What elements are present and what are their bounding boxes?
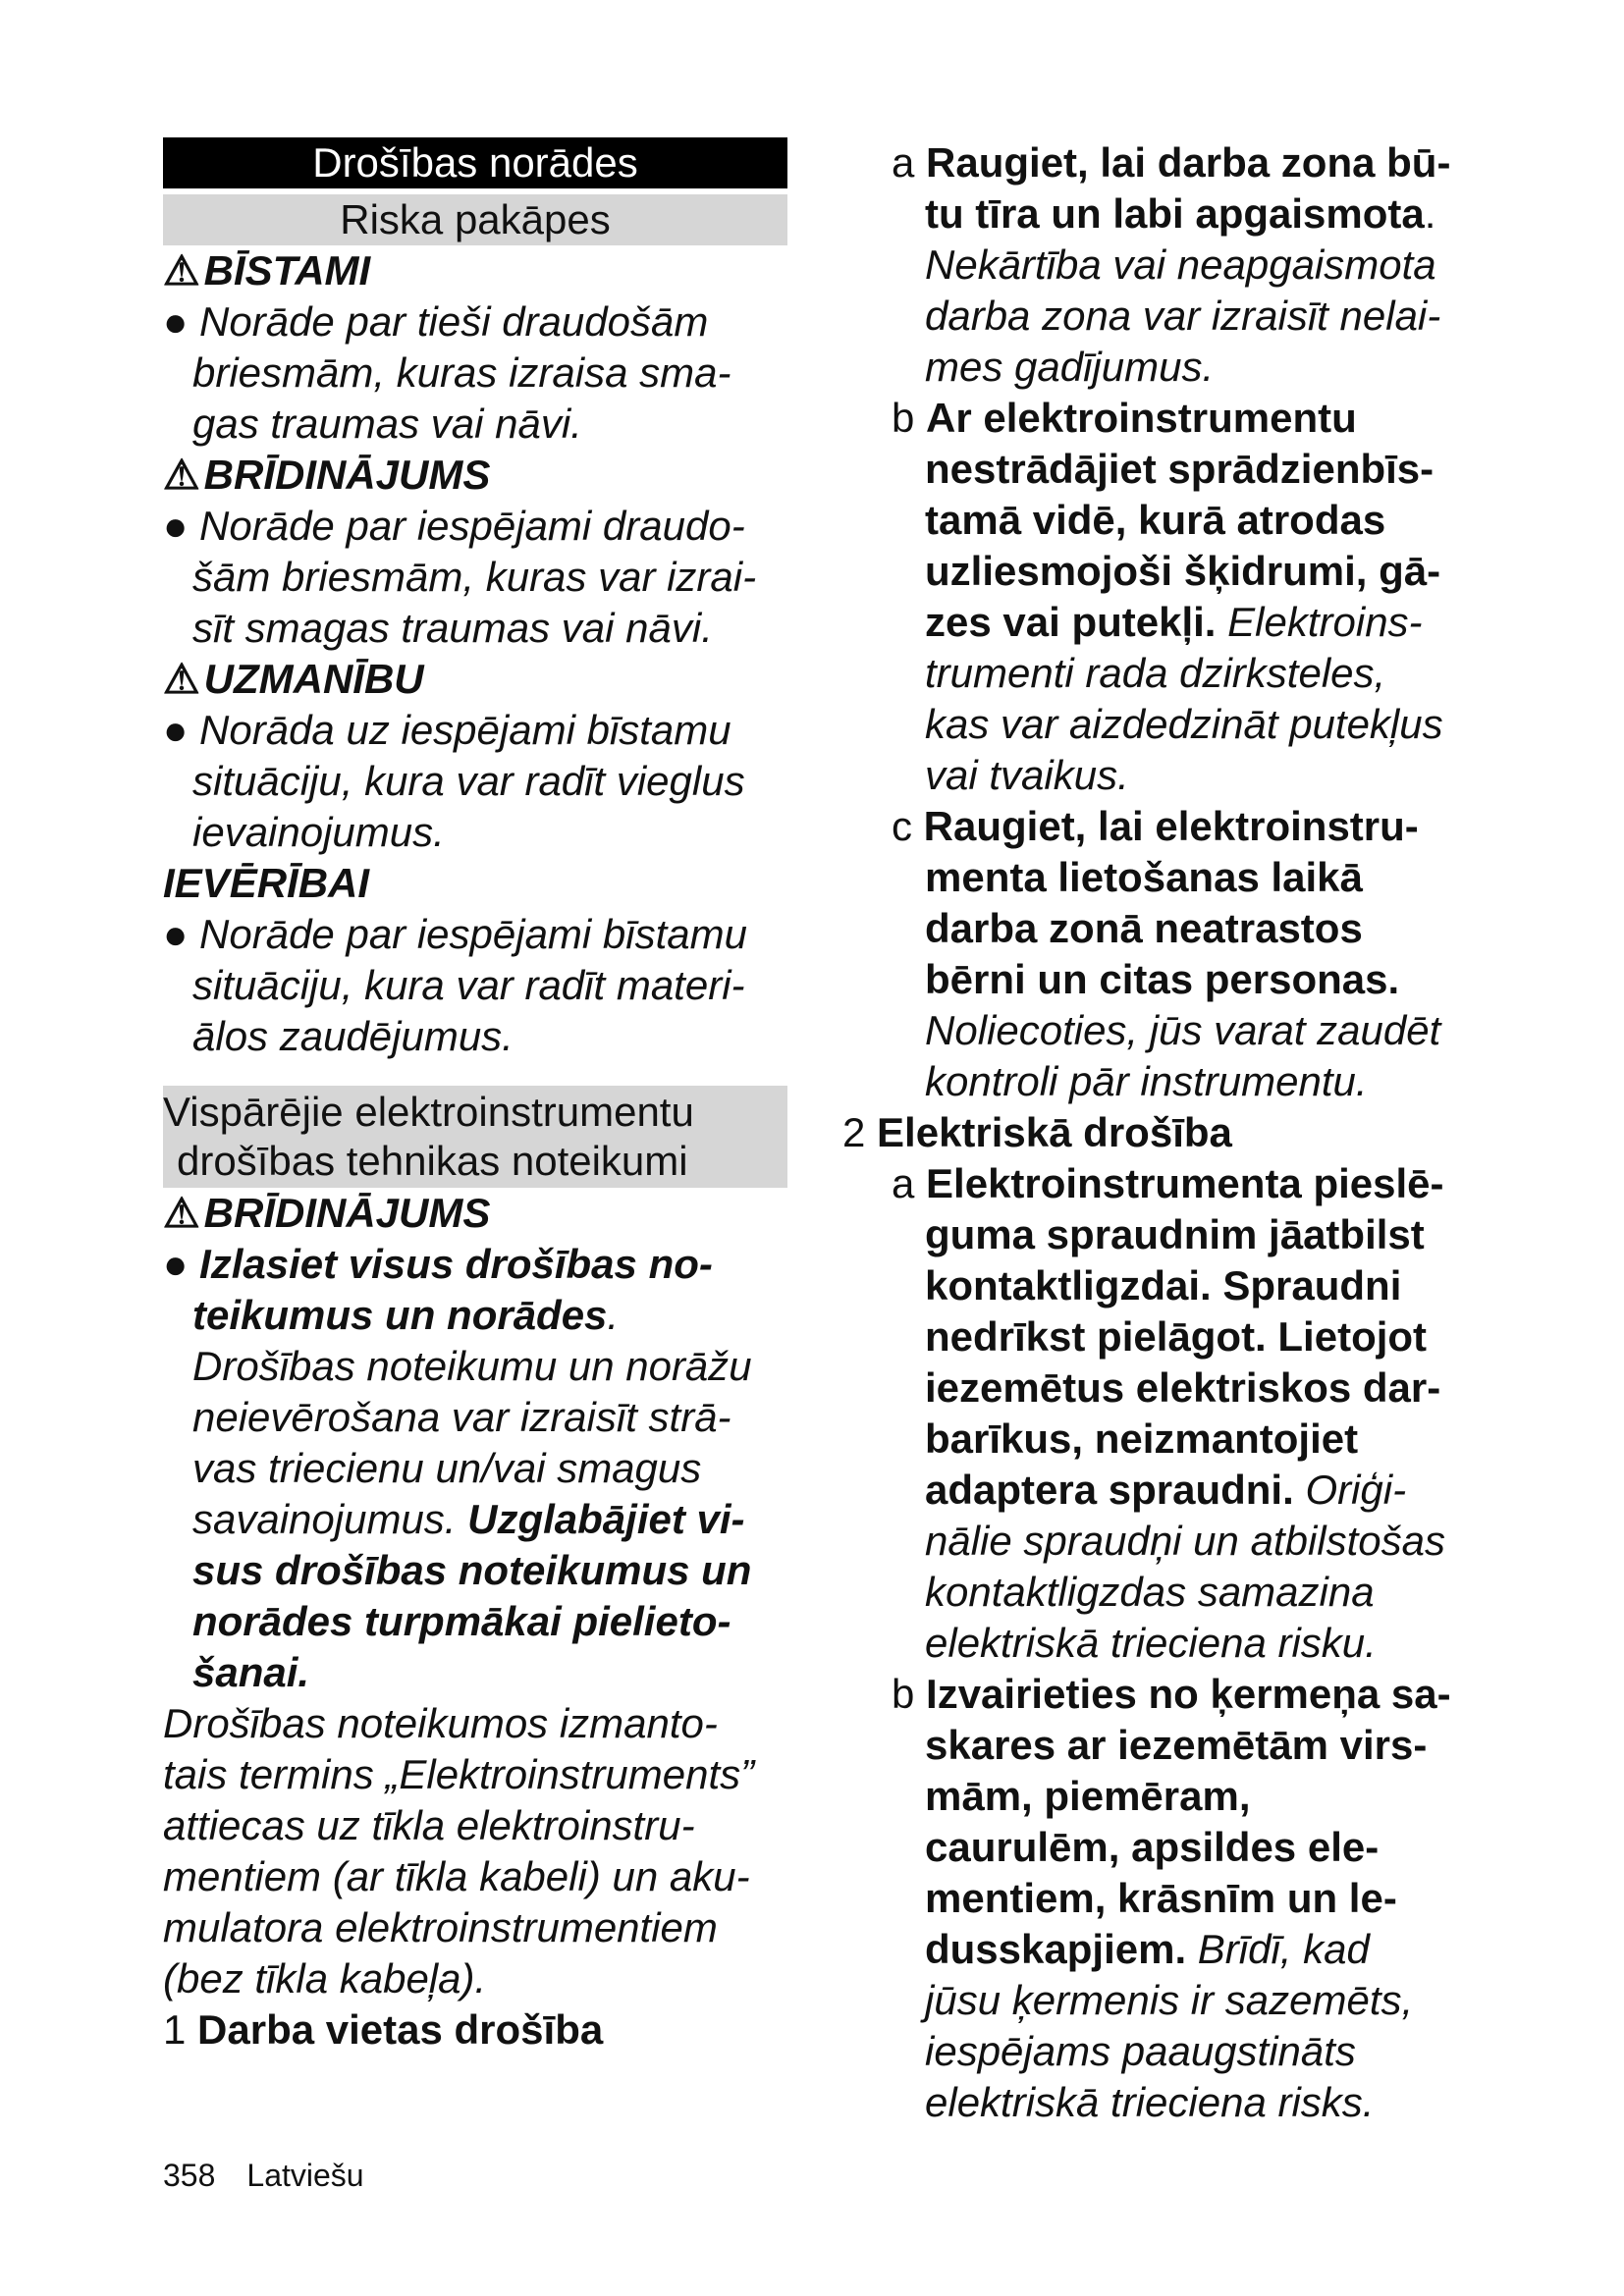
item-2a-italic: Oriģi- [1305,1467,1407,1513]
item-2a-bold: Elektroinstrumenta pieslē- [926,1160,1444,1206]
warning-label: BRĪDINĀJUMS [203,452,491,498]
section-subtitle: Riska pakāpes [163,194,787,245]
section-title: Drošības norādes [163,137,787,188]
item-2b [842,1669,1490,1720]
warning-triangle-icon: ⚠ [163,656,200,702]
general-warning-label: BRĪDINĀJUMS [203,1190,491,1236]
item-1a-bold: Raugiet, lai darba zona bū- [926,139,1451,186]
item-2a-bold: adaptera spraudni. [925,1467,1294,1513]
item-2b-bold: caurulēm, apsildes ele- [925,1824,1380,1870]
item-1a-italic: darba zona var izraisīt nelai- [925,293,1441,339]
warning-heading [163,450,787,501]
item-2b-italic: elektriskā trieciena risks. [925,2079,1375,2125]
item-2a-bold: iezemētus elektriskos dar- [925,1364,1441,1411]
item-1c-italic: kontroli pār instrumentu. [925,1058,1368,1104]
general-warning-heading [163,1188,787,1239]
item-1b-bold: Ar elektroinstrumentu [926,395,1357,441]
right-column [842,137,1490,2128]
item-2b-bold: mām, piemēram, [925,1773,1251,1819]
warning-line: ● Norāde par iespējami draudo- [163,503,745,549]
read-all-line: ● Izlasiet visus drošības no- [163,1241,713,1287]
item-2a-italic: elektriskā trieciena risku. [925,1620,1377,1666]
notice-line: situāciju, kura var radīt materi- [192,962,745,1008]
item-1a-italic: Nekārtība vai neapgaismota [925,241,1436,288]
read-all-line [163,1290,787,1341]
section-2-title: Elektriskā drošība [877,1109,1232,1155]
section-1-title: Darba vietas drošība [197,2006,604,2053]
danger-line: gas traumas vai nāvi. [192,400,582,447]
item-1b-mixed [842,597,1490,648]
item-2b-bold: mentiem, krāsnīm un le- [925,1875,1397,1921]
item-1b-italic: vai tvaikus. [925,752,1129,798]
page-footer [163,2158,396,2194]
item-marker: c [892,803,912,849]
item-1a-bold: tu tīra un labi apgaismota [925,190,1425,237]
read-all-explanation: vas triecienu un/vai smagus [192,1445,702,1491]
section-2-heading [842,1107,1490,1158]
item-2a-bold: kontaktligzdai. Spraudni [925,1262,1402,1308]
item-1c-bold: bērni un citas personas. [925,956,1400,1002]
item-marker: a [892,1160,915,1206]
item-marker: a [892,139,915,186]
definition-line: (bez tīkla kabeļa). [163,1955,487,2002]
keep-instructions-line: norādes turpmākai pielieto- [192,1598,731,1644]
warning-triangle-icon: ⚠ [163,1190,200,1236]
caution-line: situāciju, kura var radīt vieglus [192,758,745,804]
item-2a-italic: kontaktligzdas samazina [925,1569,1375,1615]
item-1c-bold: darba zonā neatrastos [925,905,1363,951]
keep-instructions-line [163,1494,787,1545]
section-2-number: 2 [842,1109,866,1155]
caution-line: ievainojumus. [192,809,445,855]
caution-line: ● Norāda uz iespējami bīstamu [163,707,731,753]
item-1c-bold: menta lietošanas laikā [925,854,1363,900]
definition-line: mentiem (ar tīkla kabeli) un aku- [163,1853,750,1899]
item-1b [842,393,1490,444]
danger-line: briesmām, kuras izraisa sma- [192,349,731,396]
read-all-explanation: neievērošana var izraisīt strā- [192,1394,731,1440]
item-1b-bold: zes vai putekļi. [925,599,1217,645]
left-column [163,137,787,2056]
general-heading-line: drošības tehnikas noteikumi [177,1138,688,1184]
item-2a-bold: barīkus, neizmantojiet [925,1415,1359,1462]
item-2b-mixed [842,1924,1490,1975]
item-1c-italic: Noliecoties, jūs varat zaudēt [925,1007,1441,1053]
item-marker: b [892,395,915,441]
item-2a [842,1158,1490,1209]
item-1b-italic: trumenti rada dzirksteles, [925,650,1386,696]
caution-label: UZMANĪBU [203,656,424,702]
warning-line: sīt smagas traumas vai nāvi. [192,605,713,651]
item-1b-bold: nestrādājiet sprādzienbīs- [925,446,1435,492]
read-all-period: . [607,1292,620,1338]
danger-line: ● Norāde par tieši draudošām [163,298,709,345]
item-2b-italic: Brīdī, kad [1197,1926,1370,1972]
item-1c [842,801,1490,852]
item-1b-bold: uzliesmojoši šķidrumi, gā- [925,548,1441,594]
item-2b-bold: skares ar iezemētām virs- [925,1722,1428,1768]
caution-heading [163,654,787,705]
warning-line: šām briesmām, kuras var izrai- [192,554,757,600]
definition-line: mulatora elektroinstrumentiem [163,1904,718,1950]
item-1b-bold: tamā vidē, kurā atrodas [925,497,1386,543]
item-2a-bold: nedrīkst pielāgot. Lietojot [925,1313,1428,1360]
definition-line: Drošības noteikumos izmanto- [163,1700,718,1746]
item-1a-period: . [1424,190,1436,237]
page-number: 358 [163,2158,216,2193]
notice-heading: IEVĒRĪBAI [163,860,370,906]
danger-label: BĪSTAMI [203,247,371,294]
item-1a [842,137,1490,188]
section-1-number: 1 [163,2006,187,2053]
notice-line: ● Norāde par iespējami bīstamu [163,911,747,957]
notice-line: ālos zaudējumus. [192,1013,514,1059]
keep-instructions-line: sus drošības noteikumus un [192,1547,752,1593]
item-2a-bold: guma spraudnim jāatbilst [925,1211,1425,1257]
read-all-bold-text: teikumus un norādes [192,1292,608,1338]
item-1a-italic: mes gadījumus. [925,344,1215,390]
item-2b-bold: dusskapjiem. [925,1926,1187,1972]
item-2b-italic: jūsu ķermenis ir sazemēts, [925,1977,1414,2023]
keep-instructions-line: šanai. [192,1649,310,1695]
read-all-explanation: Drošības noteikumu un norāžu [192,1343,752,1389]
item-1b-italic: kas var aizdedzināt putekļus [925,701,1443,747]
item-2b-bold: Izvairieties no ķermeņa sa- [926,1671,1451,1717]
item-marker: b [892,1671,915,1717]
warning-triangle-icon: ⚠ [163,247,200,294]
item-1b-italic: Elektroins- [1227,599,1423,645]
item-1c-bold: Raugiet, lai elektroinstru- [923,803,1419,849]
general-rules-heading [163,1086,787,1188]
definition-line: tais termins „Elektroinstruments” [163,1751,755,1797]
definition-line: attiecas uz tīkla elektroinstru- [163,1802,695,1848]
item-1a-line [842,188,1490,240]
item-2a-italic: nālie spraudņi un atbilstošas [925,1518,1446,1564]
general-heading-line: Vispārējie elektroinstrumentu [163,1089,694,1135]
section-1-heading [163,2004,787,2056]
footer-language: Latviešu [246,2158,364,2193]
keep-bold-text: Uzglabājiet vi- [467,1496,745,1542]
item-2a-mixed [842,1465,1490,1516]
warning-triangle-icon: ⚠ [163,452,200,498]
item-2b-italic: iespējams paaugstināts [925,2028,1356,2074]
keep-italic-text: savainojumus. [192,1496,457,1542]
danger-heading [163,245,787,296]
